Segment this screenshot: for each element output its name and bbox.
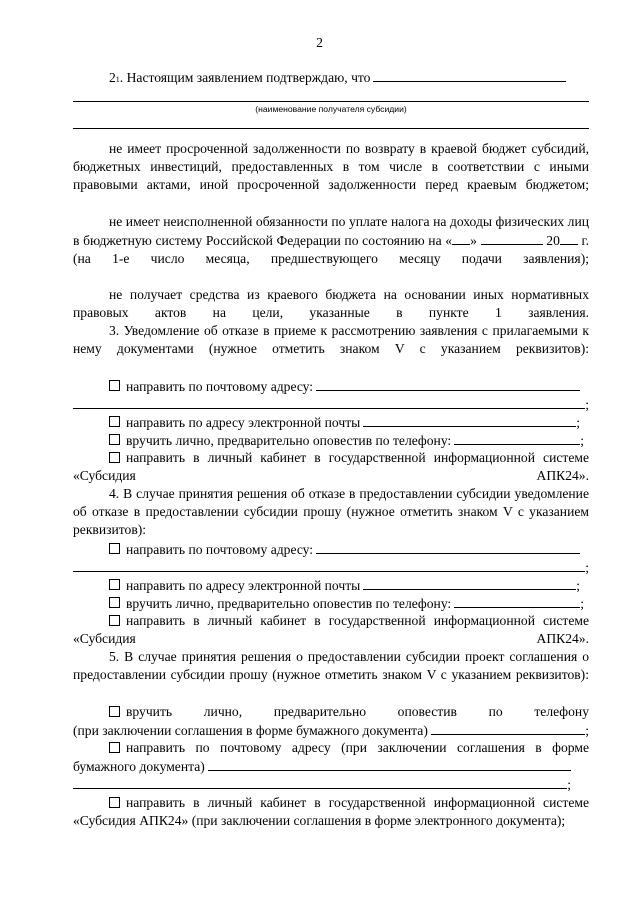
s3-option-post <box>109 377 580 396</box>
s3-option-cabinet <box>73 449 589 485</box>
s4-option-email <box>109 576 580 595</box>
s4-email-checkbox[interactable] <box>109 579 120 590</box>
s3-cabinet-label: направить в личный кабинет в государственной информационной системе «Субсидия АПК24». <box>73 450 589 484</box>
statement-no-tax-arrears <box>73 213 589 269</box>
s4-cabinet-label: направить в личный кабинет в государственной информационной системе «Субсидия АПК24». <box>73 613 589 647</box>
s5-post-label-a: направить по почтовому адресу (при заключении соглашения в форме <box>126 740 589 755</box>
s4-option-phone <box>109 594 584 613</box>
s3-phone-field[interactable] <box>454 431 580 445</box>
semicolon: ; <box>576 578 580 593</box>
month-field[interactable] <box>481 231 543 245</box>
tax-text-b: » <box>470 233 477 249</box>
tax-text-a: не имеет неисполненной обязанности по уплате налога на доходы физических лиц в бюджетную систему Российской Федерации по состоянию на « <box>73 214 589 249</box>
s3-email-field[interactable] <box>363 413 576 427</box>
s3-post-address-field-2[interactable] <box>73 395 585 409</box>
recipient-caption: (наименование получателя субсидии) <box>255 104 407 114</box>
s3-post-checkbox[interactable] <box>109 380 120 391</box>
tax-text-d: г. (на 1-е число месяца, предшествующего месяцу подачи заявления); <box>73 233 589 267</box>
s5-post-address-field-2[interactable] <box>73 775 567 789</box>
statement-no-other-funds: не получает средства из краевого бюджета на основании иных нормативных правовых актов на цели, указанные в пункте 1 заявления. <box>73 287 589 321</box>
clause-5-intro: 5. В случае принятия решения о предоставлении субсидии проект соглашения о предоставлении субсидии прошу (нужное отметить знаком V с указанием реквизитов): <box>73 649 589 683</box>
s4-post-checkbox[interactable] <box>109 543 120 554</box>
s5-post-label-b: бумажного документа) <box>73 759 205 774</box>
semicolon: ; <box>585 397 589 412</box>
s5-option-phone-line-2 <box>73 721 589 740</box>
clause-2-1-heading: 2 1 . Настоящим заявлением подтверждаю, что <box>109 68 566 87</box>
s4-post-address-field[interactable] <box>316 540 580 554</box>
s3-phone-label: вручить лично, предварительно оповестив по телефону: <box>126 433 452 448</box>
s3-post-label: направить по почтовому адресу: <box>126 379 314 394</box>
s5-option-cabinet <box>73 794 589 830</box>
clause-4-intro: 4. В случае принятия решения об отказе в предоставлении субсидии уведомление об отказе в предоставлении субсидии прошу (нужное отметить знаком V с указанием реквизитов): <box>73 486 589 538</box>
day-field[interactable] <box>452 231 470 245</box>
s4-cabinet-checkbox[interactable] <box>109 615 120 626</box>
s4-option-post <box>109 540 580 559</box>
s5-option-post-line-2 <box>73 757 571 776</box>
s5-phone-label-b: (при заключении соглашения в форме бумажного документа) <box>73 723 428 738</box>
semicolon: ; <box>576 415 580 430</box>
semicolon: ; <box>580 596 584 611</box>
s5-cabinet-checkbox[interactable] <box>109 797 120 808</box>
s5-post-checkbox[interactable] <box>109 742 120 753</box>
s4-phone-checkbox[interactable] <box>109 597 120 608</box>
tax-text-c: 20 <box>546 233 560 249</box>
semicolon: ; <box>585 723 589 738</box>
semicolon: ; <box>567 777 571 792</box>
year-field[interactable] <box>560 231 578 245</box>
semicolon: ; <box>580 433 584 448</box>
s5-option-phone-line-1 <box>73 703 589 721</box>
recipient-name-line[interactable] <box>73 101 589 102</box>
clause-3-intro: 3. Уведомление об отказе в приеме к рассмотрению заявления с прилагаемыми к нему документами (нужное отметить знаком V с указанием реквизитов): <box>73 323 589 357</box>
s5-cabinet-label: направить в личный кабинет в государственной информационной системе «Субсидия АПК24» (при заключении соглашения в форме электронного документа); <box>73 795 589 829</box>
s4-email-label: направить по адресу электронной почты <box>126 578 361 593</box>
s4-post-address-field-2[interactable] <box>73 558 585 572</box>
s5-option-post-line-1 <box>73 739 589 757</box>
s3-post-address-field[interactable] <box>316 377 580 391</box>
s3-option-email <box>109 413 580 432</box>
s3-option-phone <box>109 431 584 450</box>
s4-post-line-2 <box>73 558 589 577</box>
semicolon: ; <box>585 560 589 575</box>
s4-option-cabinet <box>73 612 589 648</box>
s3-post-line-2 <box>73 395 589 414</box>
s5-post-line-3 <box>73 775 571 794</box>
clause-num: 2 <box>109 70 116 85</box>
s3-email-checkbox[interactable] <box>109 416 120 427</box>
s4-email-field[interactable] <box>363 576 576 590</box>
s5-phone-label-a: вручить лично, предварительно оповестив по телефону <box>126 704 589 719</box>
s3-cabinet-checkbox[interactable] <box>109 452 120 463</box>
s5-phone-field[interactable] <box>431 721 585 735</box>
clause-text: . Настоящим заявлением подтверждаю, что <box>119 70 371 85</box>
s4-phone-label: вручить лично, предварительно оповестив по телефону: <box>126 596 452 611</box>
recipient-name-field[interactable] <box>373 68 566 82</box>
s3-email-label: направить по адресу электронной почты <box>126 415 361 430</box>
statement-no-debt: не имеет просроченной задолженности по возврату в краевой бюджет субсидий, бюджетных инвестиций, предоставленных в том числе в соответствии с иными правовыми актами, иной просроченной задолженности перед краевым бюджетом; <box>73 141 589 193</box>
page-number: 2 <box>316 35 323 50</box>
recipient-name-line-2[interactable] <box>73 128 589 129</box>
s4-post-label: направить по почтовому адресу: <box>126 542 314 557</box>
s5-phone-checkbox[interactable] <box>109 706 120 717</box>
s3-phone-checkbox[interactable] <box>109 434 120 445</box>
s4-phone-field[interactable] <box>454 594 580 608</box>
s5-post-address-field[interactable] <box>208 757 571 771</box>
